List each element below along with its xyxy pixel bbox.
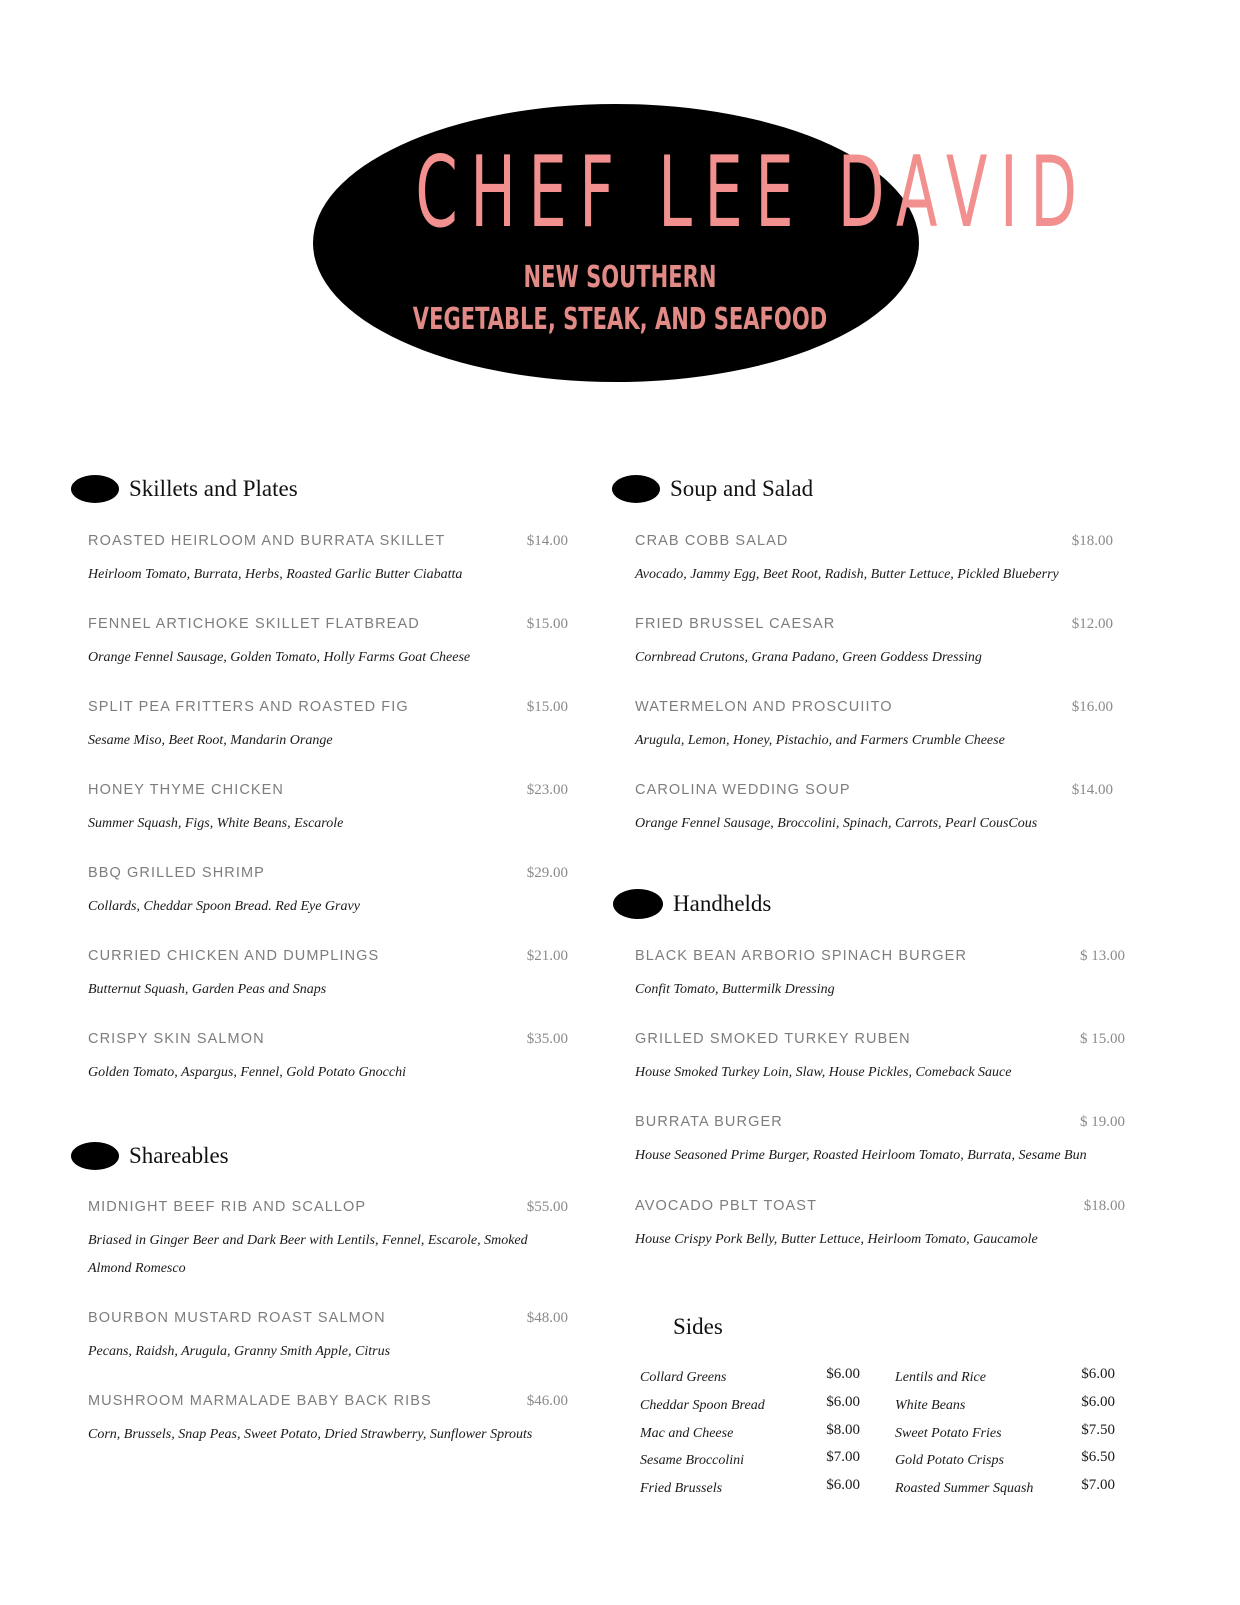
menu-item	[88, 1310, 568, 1366]
side-item	[640, 1449, 860, 1477]
tagline-2: VEGETABLE, STEAK, AND SEAFOOD	[412, 302, 828, 337]
menu-item	[635, 948, 1125, 1004]
menu-item	[88, 1199, 568, 1283]
item-name: GRILLED SMOKED TURKEY RUBEN	[635, 1031, 911, 1047]
item-price: $12.00	[1071, 616, 1113, 632]
section-title: Handhelds	[673, 891, 772, 916]
item-price: $16.00	[1071, 699, 1113, 715]
tagline-1: NEW SOUTHERN	[523, 260, 717, 295]
item-price: $55.00	[526, 1199, 568, 1215]
menu-item	[88, 782, 568, 838]
item-price: $48.00	[526, 1310, 568, 1326]
menu-item	[635, 699, 1113, 755]
item-description: House Smoked Turkey Loin, Slaw, House Pickles, Comeback Sauce	[635, 1065, 1012, 1080]
side-price: $6.00	[826, 1477, 860, 1494]
menu-item	[88, 948, 568, 1004]
item-description: Arugula, Lemon, Honey, Pistachio, and Farmers Crumble Cheese	[635, 733, 1005, 748]
menu-item	[88, 699, 568, 755]
section-title: Soup and Salad	[670, 476, 814, 501]
side-item	[895, 1394, 1115, 1422]
item-description: House Seasoned Prime Burger, Roasted Heirloom Tomato, Burrata, Sesame Bun	[635, 1148, 1087, 1163]
item-description: Pecans, Raidsh, Arugula, Granny Smith Apple, Citrus	[88, 1344, 391, 1359]
item-name: FRIED BRUSSEL CAESAR	[635, 616, 836, 632]
item-price: $29.00	[526, 865, 568, 881]
item-price: $ 19.00	[1080, 1114, 1125, 1130]
item-description: Sesame Miso, Beet Root, Mandarin Orange	[88, 733, 333, 748]
item-price: $46.00	[526, 1393, 568, 1409]
item-name: CURRIED CHICKEN AND DUMPLINGS	[88, 948, 380, 964]
item-name: CAROLINA WEDDING SOUP	[635, 782, 851, 798]
side-item	[895, 1477, 1115, 1505]
item-price: $ 15.00	[1080, 1031, 1125, 1047]
menu-item	[635, 1114, 1125, 1170]
item-description: Cornbread Crutons, Grana Padano, Green Goddess Dressing	[635, 650, 982, 665]
item-description: Collards, Cheddar Spoon Bread. Red Eye Gravy	[88, 899, 360, 914]
section-heading-sides: Sides	[673, 1314, 723, 1339]
side-item	[640, 1477, 860, 1505]
side-price: $6.00	[826, 1393, 860, 1410]
item-description: Orange Fennel Sausage, Golden Tomato, Holly Farms Goat Cheese	[88, 650, 471, 665]
menu-item	[88, 1031, 568, 1087]
menu-item	[635, 782, 1113, 838]
side-name: Gold Potato Crisps	[895, 1453, 1004, 1469]
item-price: $18.00	[1083, 1198, 1125, 1214]
item-description: House Crispy Pork Belly, Butter Lettuce, Heirloom Tomato, Gaucamole	[635, 1232, 1038, 1247]
section-title: Shareables	[129, 1143, 229, 1168]
item-price: $ 13.00	[1080, 948, 1125, 964]
side-item	[640, 1366, 860, 1394]
item-name: BBQ GRILLED SHRIMP	[88, 865, 265, 881]
item-price: $14.00	[1071, 782, 1113, 798]
side-name: Collard Greens	[640, 1370, 727, 1385]
sides-list-left	[640, 1366, 860, 1505]
oval-bullet-icon	[613, 889, 663, 919]
side-name: Sesame Broccolini	[640, 1453, 745, 1469]
item-price: $14.00	[526, 533, 568, 549]
item-price: $15.00	[526, 616, 568, 632]
side-item	[895, 1449, 1115, 1477]
side-item	[640, 1394, 860, 1422]
item-name: ROASTED HEIRLOOM AND BURRATA SKILLET	[88, 533, 446, 549]
item-name: WATERMELON AND PROSCUIITO	[635, 699, 893, 715]
oval-bullet-icon	[612, 475, 660, 503]
item-description: Avocado, Jammy Egg, Beet Root, Radish, Butter Lettuce, Pickled Blueberry	[635, 567, 1059, 582]
item-description: Orange Fennel Sausage, Broccolini, Spinach, Carrots, Pearl CousCous	[635, 816, 1038, 831]
side-item	[895, 1366, 1115, 1394]
side-name: Roasted Summer Squash	[895, 1481, 1034, 1497]
menu-item	[635, 1031, 1125, 1087]
side-name: White Beans	[895, 1397, 966, 1413]
side-name: Mac and Cheese	[640, 1425, 734, 1441]
menu-item	[635, 616, 1113, 672]
item-price: $21.00	[526, 948, 568, 964]
menu-item	[635, 533, 1113, 589]
section-heading-handhelds	[613, 884, 771, 924]
side-name: Lentils and Rice	[895, 1370, 986, 1385]
item-name: BLACK BEAN ARBORIO SPINACH BURGER	[635, 948, 968, 964]
item-description: Briased in Ginger Beer and Dark Beer with Lentils, Fennel, Escarole, Smoked Almond Romesco	[88, 1233, 528, 1276]
section-heading-soup-salad	[612, 469, 813, 509]
item-description: Butternut Squash, Garden Peas and Snaps	[88, 982, 327, 997]
side-price: $6.00	[1081, 1393, 1115, 1410]
side-name: Fried Brussels	[640, 1481, 723, 1497]
section-heading-shareables	[71, 1136, 229, 1176]
menu-item	[635, 1198, 1125, 1254]
item-name: MUSHROOM MARMALADE BABY BACK RIBS	[88, 1393, 432, 1409]
menu-item	[88, 865, 568, 921]
item-name: BOURBON MUSTARD ROAST SALMON	[88, 1310, 386, 1326]
item-price: $23.00	[526, 782, 568, 798]
item-name: SPLIT PEA FRITTERS AND ROASTED FIG	[88, 699, 409, 715]
item-description: Corn, Brussels, Snap Peas, Sweet Potato, Dried Strawberry, Sunflower Sprouts	[88, 1427, 533, 1442]
side-price: $8.00	[826, 1421, 860, 1438]
item-description: Heirloom Tomato, Burrata, Herbs, Roasted Garlic Butter Ciabatta	[88, 567, 463, 582]
item-name: CRAB COBB SALAD	[635, 533, 789, 549]
section-title: Skillets and Plates	[129, 476, 298, 501]
section-heading-skillets	[71, 469, 298, 509]
item-description: Summer Squash, Figs, White Beans, Escarole	[88, 816, 344, 831]
restaurant-title: CHEF LEE DAVID	[415, 136, 1090, 250]
side-price: $6.00	[826, 1366, 860, 1382]
side-price: $6.50	[1081, 1449, 1115, 1466]
item-name: MIDNIGHT BEEF RIB AND SCALLOP	[88, 1199, 367, 1215]
side-item	[895, 1422, 1115, 1450]
side-name: Sweet Potato Fries	[895, 1425, 1002, 1441]
item-name: HONEY THYME CHICKEN	[88, 782, 285, 798]
menu-item	[88, 533, 568, 589]
item-name: CRISPY SKIN SALMON	[88, 1031, 265, 1047]
item-price: $15.00	[526, 699, 568, 715]
item-price: $35.00	[526, 1031, 568, 1047]
side-price: $7.00	[826, 1449, 860, 1466]
item-name: AVOCADO PBLT TOAST	[635, 1198, 818, 1214]
side-price: $7.50	[1081, 1421, 1115, 1438]
side-price: $6.00	[1081, 1366, 1115, 1382]
menu-item	[88, 1393, 568, 1449]
oval-bullet-icon	[71, 475, 119, 503]
oval-bullet-icon	[71, 1142, 119, 1170]
item-name: BURRATA BURGER	[635, 1114, 783, 1130]
item-name: FENNEL ARTICHOKE SKILLET FLATBREAD	[88, 616, 420, 632]
sides-list-right	[895, 1366, 1115, 1505]
menu-item	[88, 616, 568, 672]
item-description: Golden Tomato, Aspargus, Fennel, Gold Potato Gnocchi	[88, 1065, 406, 1080]
side-name: Cheddar Spoon Bread	[640, 1397, 765, 1413]
item-description: Confit Tomato, Buttermilk Dressing	[635, 982, 835, 997]
side-item	[640, 1422, 860, 1450]
item-price: $18.00	[1071, 533, 1113, 549]
side-price: $7.00	[1081, 1477, 1115, 1494]
